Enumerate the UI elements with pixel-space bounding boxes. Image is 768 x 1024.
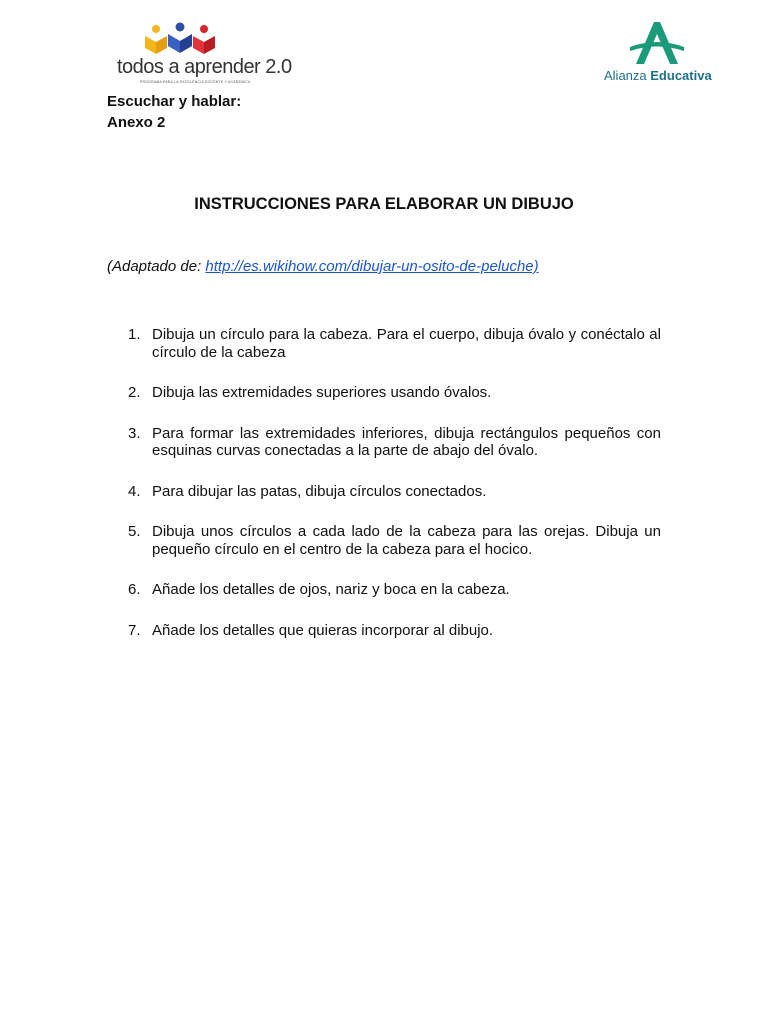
logo-left-name: todos a aprender 2.0 [117,56,292,78]
todos-a-aprender-logo [112,22,292,88]
step-number: 2. [128,384,141,401]
step-number: 1. [128,326,141,343]
step-text: Añade los detalles de ojos, nariz y boca en la cabeza. [152,581,510,598]
step-text: Para formar las extremidades inferiores, dibuja rectángulos pequeños con esquinas curvas conectadas a la parte de abajo del óvalo. [152,424,661,459]
logo-right-word1: Alianza [604,68,647,83]
instruction-step [107,483,661,501]
logo-right-text [604,68,712,83]
instruction-step [107,622,661,640]
logo-right-word2: Educativa [650,68,712,83]
instruction-step [107,326,661,361]
annex-label: Anexo 2 [107,114,166,131]
step-number: 6. [128,581,141,598]
instruction-step [107,425,661,460]
step-text: Dibuja un círculo para la cabeza. Para el cuerpo, dibuja óvalo y conéctalo al círculo de la cabeza [152,326,661,361]
document-title: INSTRUCCIONES PARA ELABORAR UN DIBUJO [194,195,574,213]
instruction-step [107,384,661,402]
instruction-step [107,581,661,599]
source-link[interactable]: http://es.wikihow.com/dibujar-un-osito-de-peluche) [205,258,539,275]
step-text: Para dibujar las patas, dibuja círculos conectados. [152,482,487,500]
logo-left-tagline: PROGRAMA PARA LA EXCELENCIA DOCENTE Y ACADÉMICA [140,80,251,84]
step-number: 7. [128,621,141,639]
section-heading: Escuchar y hablar: [107,93,242,110]
source-prefix: (Adaptado de: [107,258,206,275]
step-number: 4. [128,482,141,500]
instruction-list [107,326,661,662]
step-text: Añade los detalles que quieras incorporar al dibujo. [152,621,494,639]
step-text: Dibuja unos círculos a cada lado de la cabeza para las orejas. Dibuja un pequeño círculo en el centro de la cabeza para el hocico. [152,523,661,558]
step-number: 5. [128,523,141,540]
alianza-a-icon [600,20,730,66]
step-number: 3. [128,424,141,442]
step-text: Dibuja las extremidades superiores usando óvalos. [152,384,492,401]
source-citation [107,258,539,275]
alianza-educativa-logo [600,20,730,90]
instruction-step [107,523,661,558]
